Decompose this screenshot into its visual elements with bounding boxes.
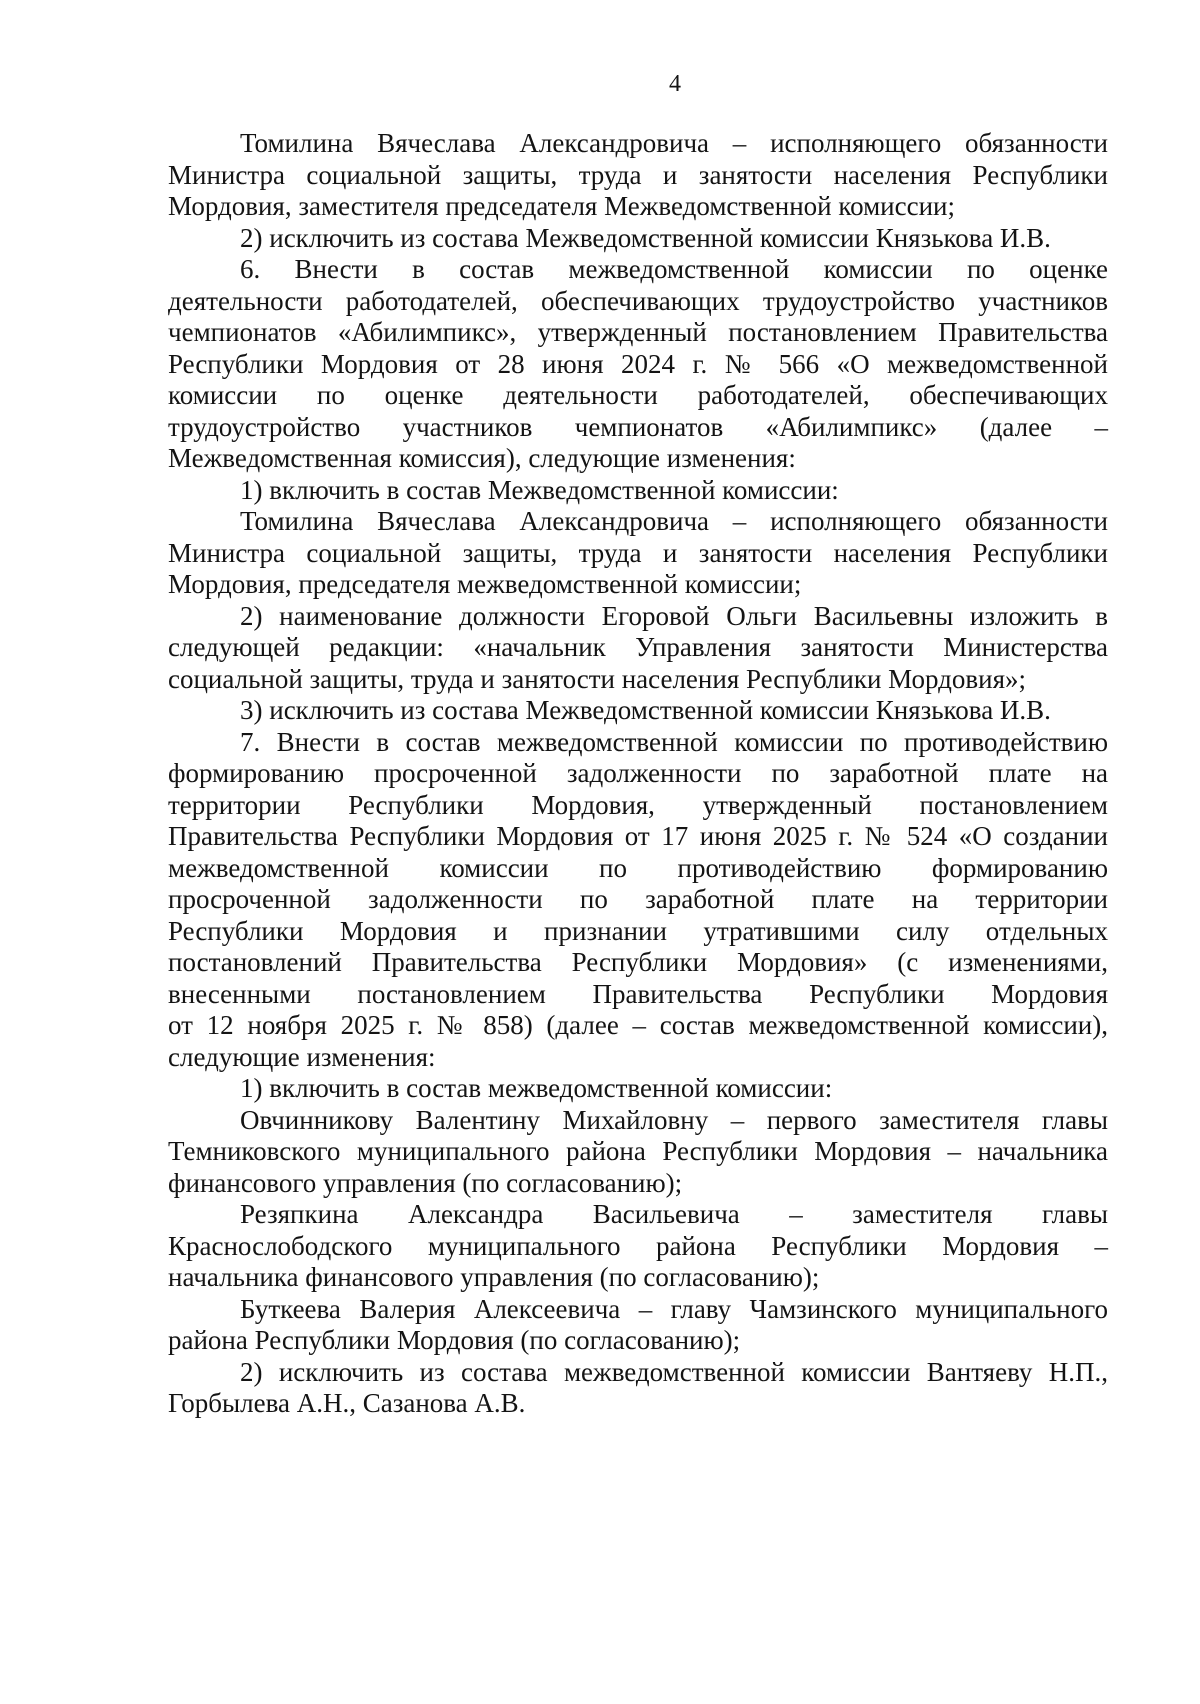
text-line: следующей редакции: «начальник Управления занятости Министерства	[168, 632, 1108, 662]
text-line: постановлений Правительства Республики Мордовия» (с изменениями,	[168, 947, 1108, 977]
text-line: Краснослободского муниципального района Республики Мордовия –	[168, 1230, 1108, 1261]
document-body	[0, 128, 1200, 1420]
text-line: 1) включить в состав межведомственной комиссии:	[240, 1073, 833, 1103]
text-line: 2) исключить из состава межведомственной комиссии Вантяеву Н.П.,	[240, 1356, 1108, 1387]
text-line: 7. Внести в состав межведомственной комиссии по противодействию	[240, 726, 1108, 757]
text-line: Горбылева А.Н., Сазанова А.В.	[168, 1388, 526, 1418]
text-line: трудоустройство участников чемпионатов «Абилимпикс» (далее –	[168, 411, 1108, 442]
text-line: следующие изменения:	[168, 1041, 436, 1072]
text-line: от 12 ноября 2025 г. № 858) (далее – состав межведомственной комиссии),	[168, 1010, 1108, 1040]
text-line: просроченной задолженности по заработной плате на территории	[168, 884, 1108, 914]
text-line: деятельности работодателей, обеспечивающих трудоустройство участников	[168, 285, 1108, 316]
text-line: Республики Мордовия от 28 июня 2024 г. № 566 «О межведомственной	[168, 348, 1108, 379]
text-line: социальной защиты, труда и занятости населения Республики Мордовия»;	[168, 663, 1027, 694]
text-line: 1) включить в состав Межведомственной комиссии:	[240, 474, 839, 505]
text-line: чемпионатов «Абилимпикс», утвержденный постановлением Правительства	[168, 317, 1108, 347]
text-line: 2) наименование должности Егоровой Ольги Васильевны изложить в	[240, 600, 1108, 631]
text-line: Межведомственная комиссия), следующие изменения:	[168, 443, 796, 473]
text-line: Правительства Республики Мордовия от 17 июня 2025 г. № 524 «О создании	[168, 821, 1108, 851]
text-line: начальника финансового управления (по согласованию);	[168, 1262, 820, 1292]
text-line: Овчинникову Валентину Михайловну – первого заместителя главы	[240, 1104, 1108, 1135]
text-line: района Республики Мордовия (по согласованию);	[168, 1325, 741, 1355]
text-line: межведомственной комиссии по противодействию формированию	[168, 852, 1108, 883]
text-line: территории Республики Мордовия, утвержденный постановлением	[168, 789, 1108, 820]
text-line: 2) исключить из состава Межведомственной комиссии Князькова И.В.	[240, 222, 1051, 253]
text-line: Республики Мордовия и признании утратившими силу отдельных	[168, 915, 1108, 946]
text-line: Мордовия, заместителя председателя Межведомственной комиссии;	[168, 191, 955, 221]
text-line: Мордовия, председателя межведомственной комиссии;	[168, 569, 802, 599]
text-line: финансового управления (по согласованию);	[168, 1167, 683, 1198]
text-line: Министра социальной защиты, труда и занятости населения Республики	[168, 537, 1108, 568]
text-line: Томилина Вячеслава Александровича – исполняющего обязанности	[240, 506, 1108, 536]
text-line: Темниковского муниципального района Республики Мордовия – начальника	[168, 1136, 1108, 1166]
text-line: Министра социальной защиты, труда и занятости населения Республики	[168, 159, 1108, 190]
text-line: внесенными постановлением Правительства Республики Мордовия	[168, 978, 1108, 1009]
page-number: 4	[669, 71, 681, 97]
text-line: Резяпкина Александра Васильевича – заместителя главы	[240, 1199, 1108, 1229]
text-line: комиссии по оценке деятельности работодателей, обеспечивающих	[168, 380, 1108, 410]
text-line: Томилина Вячеслава Александровича – исполняющего обязанности	[240, 128, 1108, 158]
text-line: формированию просроченной задолженности по заработной плате на	[168, 758, 1108, 788]
text-line: 6. Внести в состав межведомственной комиссии по оценке	[240, 254, 1108, 284]
text-line: Буткеева Валерия Алексеевича – главу Чамзинского муниципального	[240, 1293, 1108, 1324]
text-line: 3) исключить из состава Межведомственной комиссии Князькова И.В.	[240, 695, 1051, 725]
